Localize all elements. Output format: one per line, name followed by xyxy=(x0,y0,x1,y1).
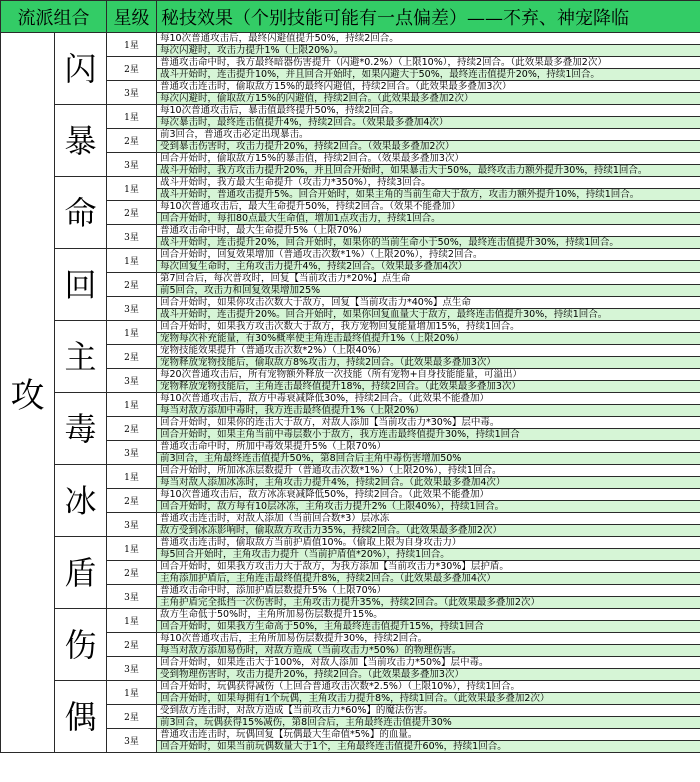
effect-text: 战斗开始时，连击提升20%。回合开始时，如果你回复血量大于敌方，最终连击值提升30%，持续1回合。 xyxy=(157,309,700,321)
effect-text: 前3回合，玩偶获得15%减伤，第8回合后，主角最终连击值提升30% xyxy=(157,717,700,729)
effect-text: 战斗开始时，我方攻击力提升20%，并且回合开始时，如果暴击大于50%，最终攻击力额外提升30%，持续1回合。 xyxy=(157,165,700,177)
star-level: 3星 xyxy=(107,369,157,393)
star-level: 1星 xyxy=(107,537,157,561)
school-name: 冰 xyxy=(55,465,107,537)
star-level: 1星 xyxy=(107,33,157,57)
effect-text: 每当对敌方添加中毒时，我方连击最终值提升1%（上限20%） xyxy=(157,405,700,417)
star-level: 3星 xyxy=(107,657,157,681)
effect-text: 战斗开始时，连击提升20%，回合开始时，如果你的当前生命小于50%，最终连击值提升30%，持续1回合。 xyxy=(157,237,700,249)
effect-text: 每10次普通攻击后，最大生命提升50%，持续2回合。（效果不能叠加） xyxy=(157,201,700,213)
star-level: 1星 xyxy=(107,465,157,489)
effect-text: 受到物理伤害时，攻击力提升20%，持续2回合。（此效果最多叠加3次） xyxy=(157,669,700,681)
table-row xyxy=(1,33,700,45)
effect-text: 回合开始时，如果你的连击大于敌方，对敌人添加【当前攻击力*30%】层中毒。 xyxy=(157,417,700,429)
effect-text: 每5回合开始时，主角攻击力提升（当前护盾值*20%），持续1回合。 xyxy=(157,549,700,561)
header-effect: 秘技效果（个别技能可能有一点偏差）——不弃、神宠降临 xyxy=(157,1,700,33)
star-level: 2星 xyxy=(107,57,157,81)
effect-text: 主角添加护盾后，主角连击最终值提升8%，持续2回合。（此效果最多叠加4次） xyxy=(157,573,700,585)
school-name: 伤 xyxy=(55,609,107,681)
effect-text: 每次闪避时，攻击力提升1%（上限20%）。 xyxy=(157,45,700,57)
star-level: 2星 xyxy=(107,561,157,585)
effect-text: 宠物技能效果提升（普通攻击次数*2%）（上限40%） xyxy=(157,345,700,357)
effect-text: 回合开始时，如果每拥有1个玩偶，主角攻击力提升8%，持续1回合。（此效果最多叠加2次） xyxy=(157,693,700,705)
effect-text: 普通攻击连击时，偷取敌方15%的最终闪避值，持续2回合。（此效果最多叠加3次） xyxy=(157,81,700,93)
effect-text: 受到敌方连击时，对敌方造成【当前攻击力*60%】的魔法伤害。 xyxy=(157,705,700,717)
effect-text: 回合开始时，如果你攻击次数大于敌方，回复【当前攻击力*40%】点生命 xyxy=(157,297,700,309)
effect-text: 回合开始时，如果主角当前中毒层数小于敌方，我方连击最终值提升30%，持续1回合 xyxy=(157,429,700,441)
star-level: 2星 xyxy=(107,489,157,513)
effect-text: 回合开始时，所加冰冻层数提升（普通攻击次数*1%）（上限20%），持续1回合。 xyxy=(157,465,700,477)
school-name: 暴 xyxy=(55,105,107,177)
star-level: 3星 xyxy=(107,729,157,753)
star-level: 1星 xyxy=(107,609,157,633)
effect-text: 每10次普通攻击后，主角所加易伤层数提升30%，持续2回合。 xyxy=(157,633,700,645)
header-school: 流派组合 xyxy=(1,1,107,33)
effect-text: 每次回复生命时，主角攻击力提升4%，持续2回合。（效果最多叠加4次） xyxy=(157,261,700,273)
header-star: 星级 xyxy=(107,1,157,33)
school-name: 回 xyxy=(55,249,107,321)
table-row xyxy=(1,105,700,117)
effect-text: 回合开始时，如果我方攻击力大于敌方，为我方添加【当前攻击力*30%】层护盾。 xyxy=(157,561,700,573)
school-name: 命 xyxy=(55,177,107,249)
effect-text: 普通攻击命中时，最大生命提升5%（上限70%） xyxy=(157,225,700,237)
star-level: 1星 xyxy=(107,321,157,345)
school-name: 毒 xyxy=(55,393,107,465)
school-name: 主 xyxy=(55,321,107,393)
table-row xyxy=(1,465,700,477)
star-level: 3星 xyxy=(107,153,157,177)
star-level: 1星 xyxy=(107,681,157,705)
effect-text: 回合开始时，如果我方生命高于50%，主角最终连击值提升15%，持续1回合 xyxy=(157,621,700,633)
star-level: 2星 xyxy=(107,345,157,369)
effect-text: 普通攻击命中时，所加中毒效果提升5%（上限70%） xyxy=(157,441,700,453)
table-row xyxy=(1,249,700,261)
effect-text: 回合开始时，敌方每有10层冰冻，主角攻击力提升2%（上限40%），持续1回合。 xyxy=(157,501,700,513)
table-row xyxy=(1,609,700,621)
effect-text: 回合开始时，偷取敌方15%的暴击值，持续2回合。（效果最多叠加3次） xyxy=(157,153,700,165)
effect-text: 前3回合，主角最终连击值提升50%，第8回合后主角中毒伤害增加50% xyxy=(157,453,700,465)
star-level: 2星 xyxy=(107,129,157,153)
effect-text: 每当对敌人添加冰冻时，主角攻击力提升4%，持续2回合。（此效果最多叠加4次） xyxy=(157,477,700,489)
star-level: 2星 xyxy=(107,273,157,297)
table-row xyxy=(1,393,700,405)
school-name: 闪 xyxy=(55,33,107,105)
effect-text: 回合开始时，每扣80点最大生命值，增加1点攻击力，持续1回合。 xyxy=(157,213,700,225)
effect-text: 普通攻击命中时，添加护盾层数提升5%（上限70%） xyxy=(157,585,700,597)
header-row xyxy=(1,1,700,33)
category-label: 攻 xyxy=(1,33,55,753)
effect-text: 每10次普通攻击后，暴击值最终提升50%，持续2回合。 xyxy=(157,105,700,117)
effect-text: 每20次普通攻击后，所有宠物额外释放一次技能（所有宠物+自身技能能量，可溢出） xyxy=(157,369,700,381)
effect-text: 回合开始时，如果当前玩偶数量大于1个，主角最终连击值提升60%，持续1回合。 xyxy=(157,741,700,753)
star-level: 3星 xyxy=(107,585,157,609)
table-row xyxy=(1,681,700,693)
star-level: 2星 xyxy=(107,633,157,657)
effect-text: 主角护盾完全抵挡一次伤害时，主角攻击力提升35%，持续2回合。（此效果最多叠加2次） xyxy=(157,597,700,609)
table-row xyxy=(1,321,700,333)
effect-text: 每10次普通攻击后，最终闪避值提升50%，持续2回合。 xyxy=(157,33,700,45)
star-level: 3星 xyxy=(107,441,157,465)
effect-text: 敌方受到冰冻影响时，偷取敌方攻击力35%，持续2回合。（此效果最多叠加2次） xyxy=(157,525,700,537)
effect-text: 回合开始时，玩偶获得减伤（上回合普通攻击次数*2.5%）（上限10%），持续1回合。 xyxy=(157,681,700,693)
table-row xyxy=(1,177,700,189)
school-name: 偶 xyxy=(55,681,107,753)
effect-text: 战斗开始时，普通攻击提升5%。回合开始时，如果主角的当前生命大于敌方，攻击力额外提升10%，持续1回合。 xyxy=(157,189,700,201)
effect-text: 第7回合后，每次普攻时，回复【当前攻击力*20%】点生命 xyxy=(157,273,700,285)
effect-text: 每10次普通攻击后，敌方中毒衰减降低30%，持续2回合。（此效果不能叠加） xyxy=(157,393,700,405)
star-level: 2星 xyxy=(107,705,157,729)
effect-text: 每当对敌方添加易伤时，对敌方造成（当前攻击力*50%）的物理伤害。 xyxy=(157,645,700,657)
effect-text: 每10次普通攻击后，敌方冰冻衰减降低50%，持续2回合。（此效果不能叠加） xyxy=(157,489,700,501)
effect-text: 回合开始时，如果我方攻击次数大于敌方，我方宠物回复能量增加15%，持续1回合。 xyxy=(157,321,700,333)
effect-text: 前5回合，攻击力和回复效果增加25% xyxy=(157,285,700,297)
effect-text: 宠物释放宠物技能后，主角连击最终值提升18%，持续2回合。（此效果最多叠加3次） xyxy=(157,381,700,393)
effect-text: 普通攻击连击时，对敌人添加（当前回合数*3）层冰冻 xyxy=(157,513,700,525)
star-level: 3星 xyxy=(107,225,157,249)
effect-text: 每次闪避时，偷取敌方15%的闪避值，持续2回合。（此效果最多叠加2次） xyxy=(157,93,700,105)
effect-text: 普通攻击连击时，玩偶回复【玩偶最大生命值*5%】的血量。 xyxy=(157,729,700,741)
star-level: 3星 xyxy=(107,81,157,105)
star-level: 3星 xyxy=(107,513,157,537)
effect-text: 每次暴击时，最终连击值提升4%，持续2回合。（效果最多叠加4次） xyxy=(157,117,700,129)
star-level: 1星 xyxy=(107,249,157,273)
star-level: 2星 xyxy=(107,201,157,225)
effect-text: 回合开始时，回复效果增加（普通攻击次数*1%）（上限20%），持续2回合。 xyxy=(157,249,700,261)
star-level: 1星 xyxy=(107,105,157,129)
effect-text: 前3回合，普通攻击必定出现暴击。 xyxy=(157,129,700,141)
table-body xyxy=(1,33,700,753)
effect-text: 受到暴击伤害时，攻击力提升20%，持续2回合。（效果最多叠加2次） xyxy=(157,141,700,153)
star-level: 3星 xyxy=(107,297,157,321)
school-name: 盾 xyxy=(55,537,107,609)
star-level: 1星 xyxy=(107,393,157,417)
effect-text: 敌方生命低于50%时，主角所加易伤层数提升15%。 xyxy=(157,609,700,621)
star-level: 2星 xyxy=(107,417,157,441)
table-row xyxy=(1,537,700,549)
effect-text: 回合开始时，如果连击大于100%，对敌人添加【当前攻击力*50%】层中毒。 xyxy=(157,657,700,669)
effect-text: 战斗开始时，我方最大生命提升（攻击力*350%），持续3回合。 xyxy=(157,177,700,189)
effect-text: 普通攻击命中时，我方最终暗器伤害提升（闪避*0.2%）（上限10%），持续2回合。（此效果最多叠加2次） xyxy=(157,57,700,69)
effect-text: 战斗开始时，连击提升10%，并且回合开始时，如果闪避大于50%，最终连击值提升20%，持续1回合。 xyxy=(157,69,700,81)
star-level: 1星 xyxy=(107,177,157,201)
effect-text: 普通攻击连击时，偷取敌方当前护盾值10%。（偷取上限为自身攻击力） xyxy=(157,537,700,549)
effect-text: 宠物每次补充能量，有30%概率使主角连击最终值提升1%（上限20%） xyxy=(157,333,700,345)
effect-text: 宠物释放宠物技能后，偷取敌方8%攻击力，持续2回合。（此效果最多叠加3次） xyxy=(157,357,700,369)
